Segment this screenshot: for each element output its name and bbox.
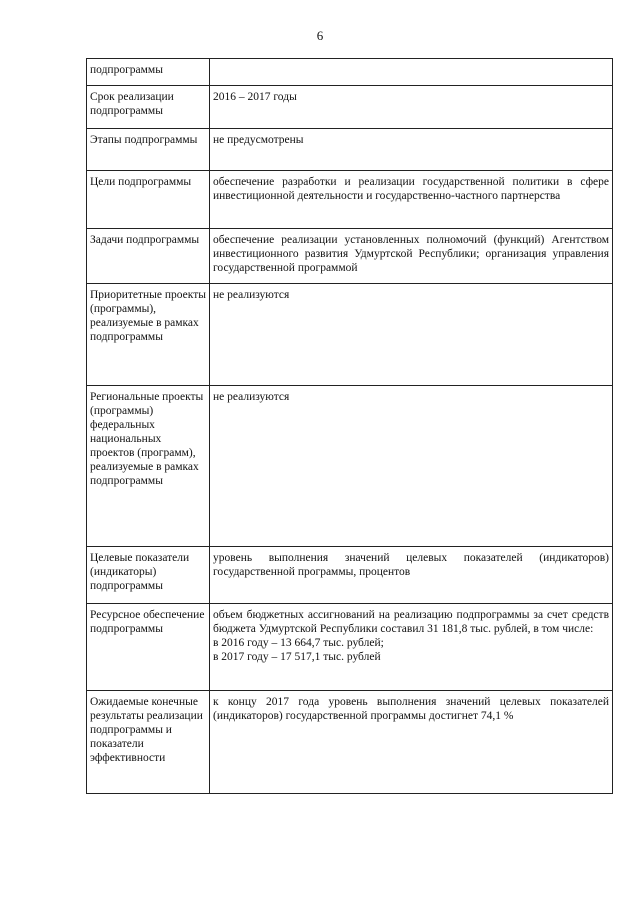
row-label: подпрограммы: [87, 59, 210, 86]
table-row: [87, 604, 613, 691]
table-row: [87, 129, 613, 171]
row-label: Этапы подпрограммы: [87, 129, 210, 171]
row-label: Цели подпрограммы: [87, 171, 210, 229]
table-row: [87, 547, 613, 604]
row-value: не предусмотрены: [210, 129, 613, 171]
table-row: [87, 229, 613, 284]
row-label: Срок реализации подпрограммы: [87, 86, 210, 129]
row-value: [210, 604, 613, 691]
row-label: Ресурсное обеспечение подпрограммы: [87, 604, 210, 691]
resource-line-2016: в 2016 году – 13 664,7 тыс. рублей;: [213, 637, 384, 649]
row-value: 2016 – 2017 годы: [210, 86, 613, 129]
row-value: не реализуются: [210, 386, 613, 547]
row-value: уровень выполнения значений целевых показателей (индикаторов) государственной программы, процентов: [210, 547, 613, 604]
row-label: Региональные проекты (программы) федеральных национальных проектов (программ), реализуемые в рамках подпрограммы: [87, 386, 210, 547]
table-row: [87, 59, 613, 86]
table-row: [87, 86, 613, 129]
table-row: [87, 691, 613, 794]
row-value: не реализуются: [210, 284, 613, 386]
resource-line-total: объем бюджетных ассигнований на реализацию подпрограммы за счет средств бюджета Удмуртской Республики составил 31 181,8 тыс. рублей, в том числе:: [213, 609, 609, 635]
row-label: Ожидаемые конечные результаты реализации подпрограммы и показатели эффективности: [87, 691, 210, 794]
page-number: 6: [316, 28, 324, 43]
row-label: Целевые показатели (индикаторы) подпрограммы: [87, 547, 210, 604]
table-row: [87, 171, 613, 229]
row-value: обеспечение разработки и реализации государственной политики в сфере инвестиционной деятельности и государственно-частного партнерства: [210, 171, 613, 229]
row-value: [210, 59, 613, 86]
row-value: обеспечение реализации установленных полномочий (функций) Агентством инвестиционного развития Удмуртской Республики; организация управления государственной программой: [210, 229, 613, 284]
row-label: Задачи подпрограммы: [87, 229, 210, 284]
row-label: Приоритетные проекты (программы), реализуемые в рамках подпрограммы: [87, 284, 210, 386]
subprogram-passport-table: [86, 58, 613, 794]
table-row: [87, 284, 613, 386]
table-row: [87, 386, 613, 547]
row-value: к концу 2017 года уровень выполнения значений целевых показателей (индикаторов) государственной программы достигнет 74,1 %: [210, 691, 613, 794]
resource-line-2017: в 2017 году – 17 517,1 тыс. рублей: [213, 651, 381, 663]
